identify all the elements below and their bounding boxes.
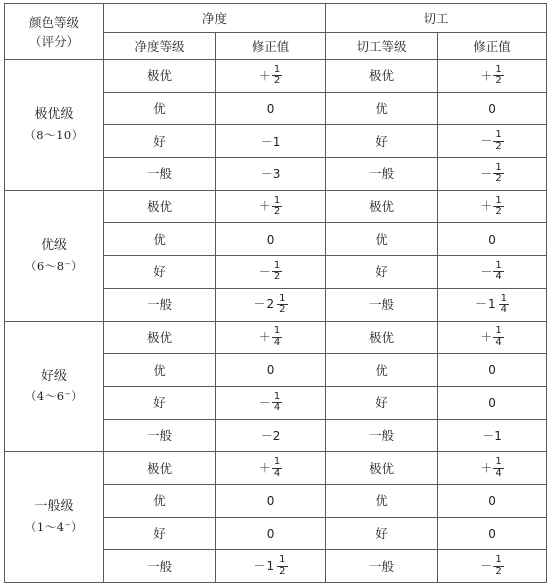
value-sign: － — [480, 558, 493, 573]
value-sign: ＋ — [258, 68, 271, 83]
correction-value — [480, 457, 503, 479]
value-sign: － — [253, 558, 266, 573]
fraction — [272, 392, 282, 414]
fraction-numerator: 1 — [273, 63, 281, 75]
cut-grade-cell: 好 — [326, 517, 438, 550]
fraction — [277, 294, 287, 316]
correction-value — [259, 261, 282, 283]
purity-grade-cell: 一般 — [104, 550, 216, 583]
cut-grade-cell: 优 — [326, 223, 438, 256]
value-text: －3 — [260, 167, 281, 182]
value-text: 0 — [488, 101, 496, 116]
color-grade-name: 极优级 — [34, 107, 74, 123]
fraction-numerator: 1 — [495, 554, 502, 566]
cut-grade-cell: 一般 — [326, 419, 438, 452]
fraction — [493, 163, 503, 185]
purity-grade-cell: 一般 — [104, 288, 216, 321]
purity-grade-cell: 一般 — [104, 158, 216, 191]
fraction-denominator: 4 — [495, 336, 502, 348]
correction-value-cell — [438, 60, 547, 93]
fraction-denominator: 2 — [273, 271, 281, 283]
fraction-numerator: 1 — [279, 292, 286, 304]
correction-value — [488, 363, 496, 377]
correction-value — [261, 135, 281, 149]
fraction — [493, 457, 503, 479]
correction-value — [267, 102, 275, 116]
color-grade-range: （1～4⁻） — [24, 520, 84, 535]
header-row-1 — [5, 4, 547, 33]
correction-value — [480, 65, 503, 87]
purity-grade-cell: 极优 — [104, 452, 216, 485]
value-sign: ＋ — [480, 330, 493, 345]
table-row — [5, 60, 547, 93]
correction-value-cell — [216, 354, 326, 387]
fraction-numerator: 1 — [273, 259, 281, 271]
fraction-denominator: 4 — [495, 271, 502, 283]
fraction — [493, 261, 503, 283]
value-whole: 1 — [266, 558, 275, 573]
fraction-numerator: 1 — [279, 554, 286, 566]
value-sign: － — [480, 264, 493, 279]
value-sign: ＋ — [480, 68, 493, 83]
cut-correction-header: 修正值 — [438, 33, 547, 60]
value-sign: － — [253, 297, 266, 312]
fraction-numerator: 1 — [495, 325, 502, 337]
value-text: 0 — [266, 526, 275, 541]
fraction-numerator: 1 — [273, 390, 281, 402]
correction-value-cell — [216, 452, 326, 485]
correction-value-cell — [438, 550, 547, 583]
fraction — [493, 130, 503, 152]
purity-grade-cell: 极优 — [104, 190, 216, 223]
correction-value-cell — [438, 354, 547, 387]
correction-value — [267, 233, 275, 247]
fraction-denominator: 2 — [495, 173, 502, 185]
purity-grade-cell: 好 — [104, 125, 216, 158]
correction-value-cell — [216, 484, 326, 517]
color-grade-name: 优级 — [40, 237, 67, 253]
correction-value-cell — [438, 484, 547, 517]
correction-value-cell — [216, 419, 326, 452]
fraction — [272, 261, 282, 283]
fraction-numerator: 1 — [495, 259, 502, 271]
correction-value-cell — [216, 321, 326, 354]
value-text: 0 — [488, 396, 496, 411]
purity-grade-cell: 优 — [104, 223, 216, 256]
correction-value — [480, 163, 503, 185]
value-text: 0 — [266, 232, 275, 247]
correction-value-cell — [438, 517, 547, 550]
correction-value — [261, 429, 281, 443]
grade-column-header — [5, 4, 104, 60]
correction-value-cell — [216, 256, 326, 289]
purity-group-header: 净度 — [104, 4, 326, 33]
fraction-numerator: 1 — [495, 161, 502, 173]
fraction-numerator: 1 — [273, 194, 281, 206]
color-grade-range: （8～10） — [24, 127, 84, 142]
value-sign: － — [475, 297, 488, 312]
purity-grade-cell: 好 — [104, 517, 216, 550]
correction-value-cell — [438, 386, 547, 419]
correction-value — [259, 392, 282, 414]
purity-grade-cell: 极优 — [104, 60, 216, 93]
correction-value-cell — [438, 190, 547, 223]
correction-value-cell — [216, 92, 326, 125]
fraction-numerator: 1 — [500, 292, 508, 304]
value-text: 0 — [266, 363, 275, 378]
correction-value-cell — [438, 223, 547, 256]
value-sign: － — [480, 134, 493, 149]
color-grade-cell — [5, 321, 104, 452]
correction-value-cell — [438, 92, 547, 125]
grade-header-line1: 颜色等级 — [28, 14, 79, 30]
purity-grade-cell: 优 — [104, 354, 216, 387]
correction-value-cell — [438, 288, 547, 321]
value-text: 0 — [488, 232, 496, 247]
correction-value — [488, 233, 496, 247]
fraction-denominator: 4 — [500, 304, 508, 316]
cut-grade-cell: 好 — [326, 125, 438, 158]
value-whole: 1 — [488, 297, 496, 312]
fraction — [272, 326, 282, 348]
correction-value — [488, 527, 496, 541]
purity-grade-cell: 优 — [104, 484, 216, 517]
value-sign: － — [480, 166, 493, 181]
purity-grade-cell: 好 — [104, 386, 216, 419]
correction-value-cell — [438, 256, 547, 289]
color-grade-cell — [5, 60, 104, 191]
grade-header-line2: （评分） — [28, 33, 79, 49]
correction-value — [480, 261, 503, 283]
fraction-denominator: 2 — [495, 565, 502, 577]
cut-grade-cell: 一般 — [326, 158, 438, 191]
value-sign: － — [258, 264, 271, 279]
fraction — [493, 326, 503, 348]
value-sign: ＋ — [258, 330, 271, 345]
fraction-denominator: 2 — [273, 206, 281, 218]
fraction-denominator: 2 — [495, 75, 502, 87]
cut-grade-cell: 好 — [326, 386, 438, 419]
fraction — [272, 196, 282, 218]
correction-value-cell — [216, 386, 326, 419]
cut-grade-cell: 优 — [326, 354, 438, 387]
color-grade-cell — [5, 452, 104, 583]
cut-grade-cell: 极优 — [326, 452, 438, 485]
correction-value-cell — [216, 190, 326, 223]
purity-grade-cell: 优 — [104, 92, 216, 125]
correction-value — [480, 326, 503, 348]
fraction-denominator: 4 — [273, 402, 281, 414]
correction-value-cell — [216, 223, 326, 256]
fraction-numerator: 1 — [495, 129, 502, 141]
cut-grade-cell: 优 — [326, 484, 438, 517]
correction-value-cell — [438, 321, 547, 354]
correction-value — [253, 294, 287, 316]
correction-value — [261, 167, 281, 181]
value-text: 0 — [266, 101, 275, 116]
fraction — [272, 65, 282, 87]
value-sign: ＋ — [480, 199, 493, 214]
fraction-denominator: 2 — [273, 75, 281, 87]
purity-grade-header: 净度等级 — [104, 33, 216, 60]
purity-grade-cell: 一般 — [104, 419, 216, 452]
cut-grade-cell: 极优 — [326, 190, 438, 223]
correction-value — [267, 494, 275, 508]
purity-grade-cell: 极优 — [104, 321, 216, 354]
correction-value — [259, 326, 282, 348]
fraction-denominator: 2 — [279, 304, 286, 316]
fraction — [493, 196, 503, 218]
fraction-denominator: 4 — [273, 467, 281, 479]
color-grade-name: 好级 — [40, 368, 67, 384]
correction-value — [488, 494, 496, 508]
value-text: －2 — [260, 428, 281, 443]
fraction-numerator: 1 — [273, 325, 281, 337]
cut-grade-cell: 好 — [326, 256, 438, 289]
fraction-numerator: 1 — [495, 456, 502, 468]
value-text: 0 — [266, 494, 275, 509]
table-row — [5, 452, 547, 485]
cut-grade-cell: 优 — [326, 92, 438, 125]
cut-grade-cell: 一般 — [326, 288, 438, 321]
correction-value — [488, 396, 496, 410]
value-sign: － — [258, 395, 271, 410]
fraction-numerator: 1 — [273, 456, 281, 468]
correction-value-cell — [216, 125, 326, 158]
fraction — [277, 555, 287, 577]
value-sign: ＋ — [258, 199, 271, 214]
color-grade-range: （6～8⁻） — [24, 258, 84, 273]
correction-value — [480, 196, 503, 218]
correction-value — [480, 555, 503, 577]
correction-value — [267, 363, 275, 377]
fraction — [493, 555, 503, 577]
color-grade-name: 一般级 — [34, 499, 74, 515]
fraction-denominator: 2 — [495, 206, 502, 218]
correction-value — [267, 527, 275, 541]
table-row — [5, 190, 547, 223]
cut-grade-cell: 极优 — [326, 321, 438, 354]
correction-value — [259, 457, 282, 479]
fraction-denominator: 4 — [273, 336, 281, 348]
value-sign: ＋ — [480, 460, 493, 475]
value-text: 0 — [488, 363, 496, 378]
cut-grade-header: 切工等级 — [326, 33, 438, 60]
value-text: －1 — [482, 428, 502, 443]
correction-value-cell — [438, 419, 547, 452]
value-text: 0 — [488, 494, 496, 509]
table-row — [5, 321, 547, 354]
fraction-denominator: 2 — [495, 140, 502, 152]
fraction-denominator: 4 — [495, 467, 502, 479]
cut-grade-cell: 极优 — [326, 60, 438, 93]
value-sign: ＋ — [258, 460, 271, 475]
correction-value — [488, 102, 496, 116]
correction-value-cell — [438, 125, 547, 158]
fraction-numerator: 1 — [495, 63, 502, 75]
purity-grade-cell: 好 — [104, 256, 216, 289]
correction-value-cell — [216, 517, 326, 550]
correction-value-cell — [216, 550, 326, 583]
correction-value — [259, 196, 282, 218]
purity-correction-header: 修正值 — [216, 33, 326, 60]
fraction — [493, 65, 503, 87]
fraction-denominator: 2 — [279, 565, 286, 577]
correction-value — [480, 130, 503, 152]
correction-value-cell — [216, 158, 326, 191]
fraction — [272, 457, 282, 479]
correction-value — [475, 294, 509, 316]
cut-grade-cell: 一般 — [326, 550, 438, 583]
color-grade-range: （4～6⁻） — [24, 389, 84, 404]
correction-value — [482, 429, 502, 443]
color-grade-cell — [5, 190, 104, 321]
correction-value-cell — [438, 158, 547, 191]
correction-value-cell — [438, 452, 547, 485]
correction-value — [253, 555, 287, 577]
correction-value-cell — [216, 288, 326, 321]
correction-value — [259, 65, 282, 87]
value-text: 0 — [488, 526, 496, 541]
value-whole: 2 — [266, 297, 275, 312]
value-text: －1 — [260, 134, 281, 149]
cut-group-header: 切工 — [326, 4, 547, 33]
correction-table — [4, 3, 547, 583]
fraction — [499, 294, 509, 316]
fraction-numerator: 1 — [495, 194, 502, 206]
correction-value-cell — [216, 60, 326, 93]
